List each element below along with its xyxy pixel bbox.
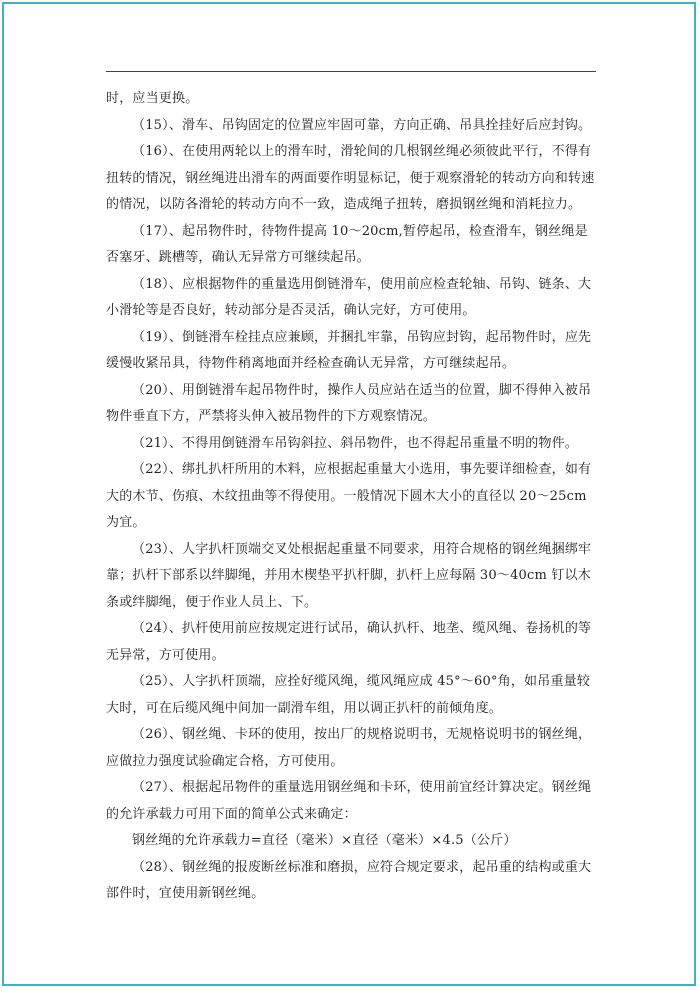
formula-line: 钢丝绳的允许承载力=直径（毫米）×直径（毫米）×4.5（公斤） <box>132 833 517 848</box>
paragraph: （23）、人字扒杆顶端交叉处根据起重量不同要求，用符合规格的钢丝绳捆绑牢靠；扒杆下部系以绊脚绳，并用木楔垫平扒杆脚，扒杆上应每隔 30～40cm 钉以木条或绊脚绳，便于作业人员上、下。 <box>106 541 592 610</box>
paragraph: （20）、用倒链滑车起吊物件时，操作人员应站在适当的位置，脚不得伸入被吊物件垂直下方，严禁将头伸入被吊物件的下方观察情况。 <box>106 382 592 424</box>
document-body <box>106 86 598 908</box>
paragraph: 时，应当更换。 <box>106 91 199 106</box>
header-rule <box>106 71 596 72</box>
paragraph: （21）、不得用倒链滑车吊钩斜拉、斜吊物件，也不得起吊重量不明的物件。 <box>132 435 579 451</box>
paragraph: （27）、根据起吊物件的重量选用钢丝绳和卡环，使用前宜经计算决定。钢丝绳的允许承载力可用下面的简单公式来确定： <box>106 780 592 822</box>
paragraph: （16）、在使用两轮以上的滑车时，滑轮间的几根钢丝绳必须彼此平行，不得有扭转的情况，钢丝绳进出滑车的两面要作明显标记，便于观察滑轮的转动方向和转速的情况，以防各滑轮的转动方向不一致，造成绳子扭转，磨损钢丝绳和消耗拉力。 <box>106 144 595 212</box>
paragraph: （15）、滑车、吊钩固定的位置应牢固可靠，方向正确、吊具拴挂好后应封钩。 <box>132 117 592 133</box>
paragraph: （24）、扒杆使用前应按规定进行试吊，确认扒杆、地垄、缆风绳、卷扬机的等无异常，方可使用。 <box>106 621 592 663</box>
paragraph: （28）、钢丝绳的报废断丝标准和磨损，应符合规定要求，起吊重的结构或重大部件时，宜使用新钢丝绳。 <box>106 859 592 901</box>
paragraph: （17）、起吊物件时，待物件提高 10～20cm,暂停起吊，检查滑车，钢丝绳是否塞牙、跳槽等，确认无异常方可继续起吊。 <box>106 223 588 265</box>
paragraph: （26）、钢丝绳、卡环的使用，按出厂的规格说明书，无规格说明书的钢丝绳，应做拉力强度试验确定合格，方可使用。 <box>106 727 592 769</box>
paragraph: （25）、人字扒杆顶端，应拴好缆风绳，缆风绳应成 45°～60°角，如吊重量较大时，可在后缆风绳中间加一副滑车组，用以调正扒杆的前倾角度。 <box>106 674 591 716</box>
paragraph: （18）、应根据物件的重量选用倒链滑车，使用前应检查轮轴、吊钩、链条、大小滑轮等是否良好，转动部分是否灵活，确认完好，方可使用。 <box>106 276 592 318</box>
paragraph: （22）、绑扎扒杆所用的木料，应根据起重量大小选用，事先要详细检查，如有大的木节、伤痕、木纹扭曲等不得使用。一般情况下圆木大小的直径以 20～25cm 为宜。 <box>106 462 592 530</box>
paragraph: （19）、倒链滑车栓挂点应兼顾，并捆扎牢靠，吊钩应封钩，起吊物件时，应先缓慢收紧吊具，待物件稍离地面并经检查确认无异常，方可继续起吊。 <box>106 329 592 371</box>
